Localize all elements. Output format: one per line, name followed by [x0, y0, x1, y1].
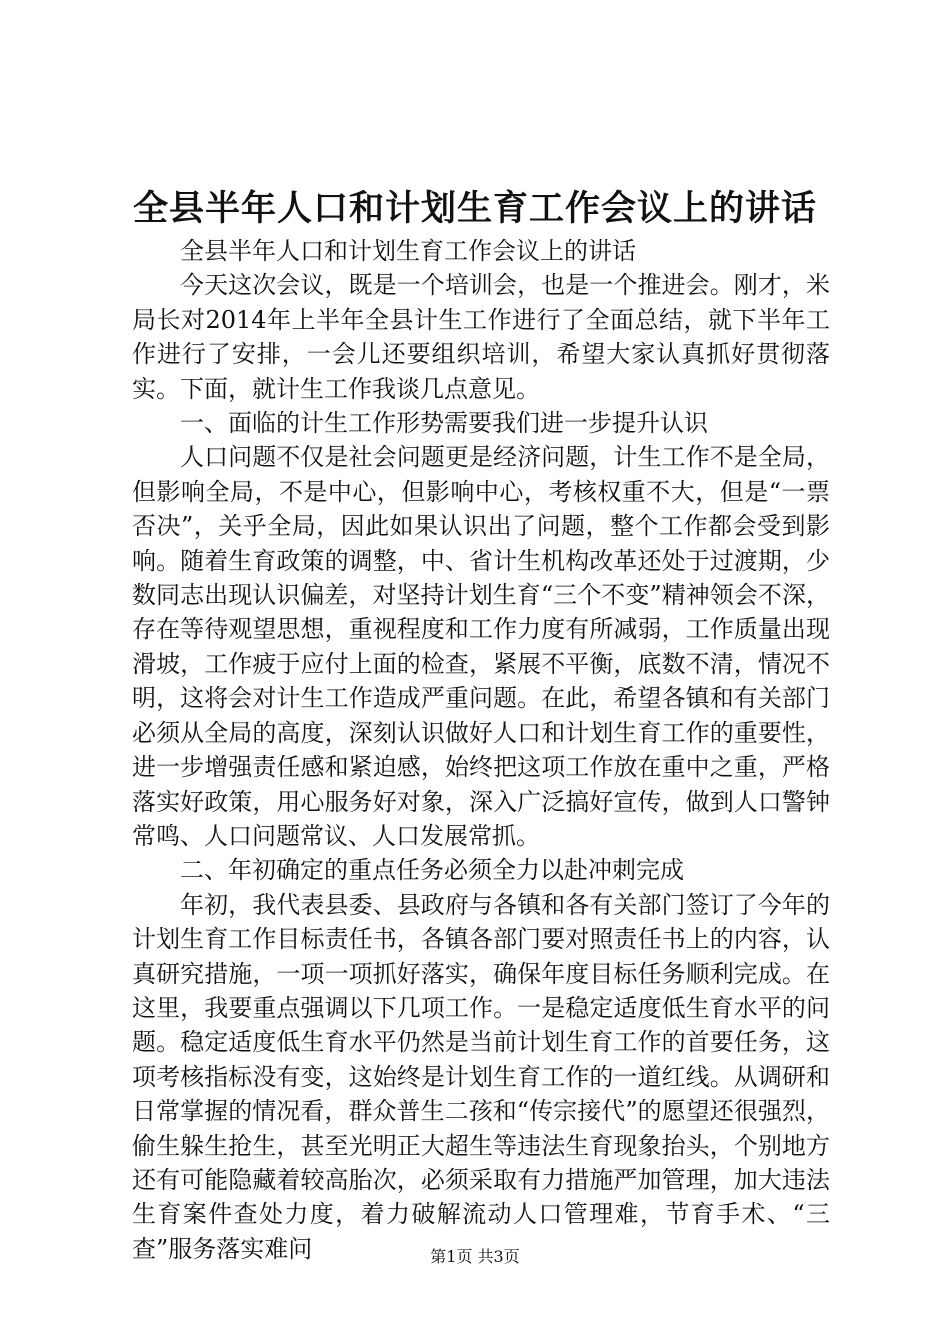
paragraph-intro: 今天这次会议，既是一个培训会，也是一个推进会。刚才，米局长对2014年上半年全县计生工作进行了全面总结，就下半年工作进行了安排，一会儿还要组织培训，希望大家认真抓好贯彻落实。下面，就计生工作我谈几点意见。 [132, 271, 830, 403]
document-body [132, 234, 830, 1266]
document-title: 全县半年人口和计划生育工作会议上的讲话 [132, 188, 817, 229]
paragraph-section-1: 人口问题不仅是社会问题更是经济问题，计生工作不是全局，但影响全局，不是中心，但影响中心，考核权重不大，但是“一票否决”，关乎全局，因此如果认识出了问题，整个工作都会受到影响。随着生育政策的调整，中、省计生机构改革还处于过渡期，少数同志出现认识偏差，对坚持计划生育“三个不变”精神领会不深，存在等待观望思想，重视程度和工作力度有所减弱，工作质量出现滑坡，工作疲于应付上面的检查，紧展不平衡，底数不清，情况不明，这将会对计生工作造成严重问题。在此，希望各镇和有关部门必须从全局的高度，深刻认识做好人口和计划生育工作的重要性，进一步增强责任感和紧迫感，始终把这项工作放在重中之重，严格落实好政策，用心服务好对象，深入广泛搞好宣传，做到人口警钟常鸣、人口问题常议、人口发展常抓。 [132, 443, 830, 850]
section-heading-1: 一、面临的计生工作形势需要我们进一步提升认识 [180, 409, 708, 438]
paragraph-section-2: 年初，我代表县委、县政府与各镇和各有关部门签订了今年的计划生育工作目标责任书，各镇各部门要对照责任书上的内容，认真研究措施，一项一项抓好落实，确保年度目标任务顺利完成。在这里，我要重点强调以下几项工作。一是稳定适度低生育水平的问题。稳定适度低生育水平仍然是当前计划生育工作的首要任务，这项考核指标没有变，这始终是计划生育工作的一道红线。从调研和日常掌握的情况看，群众普生二孩和“传宗接代”的愿望还很强烈，偷生躲生抢生，甚至光明正大超生等违法生育现象抬头，个别地方还有可能隐藏着较高胎次，必须采取有力措施严加管理，加大违法生育案件查处力度，着力破解流动人口管理难，节育手术、“三查”服务落实难问 [132, 890, 830, 1263]
page-number-footer: 第1页 共3页 [430, 1247, 520, 1266]
section-heading-2: 二、年初确定的重点任务必须全力以赴冲刺完成 [180, 856, 684, 885]
paragraph-heading: 全县半年人口和计划生育工作会议上的讲话 [180, 237, 636, 265]
